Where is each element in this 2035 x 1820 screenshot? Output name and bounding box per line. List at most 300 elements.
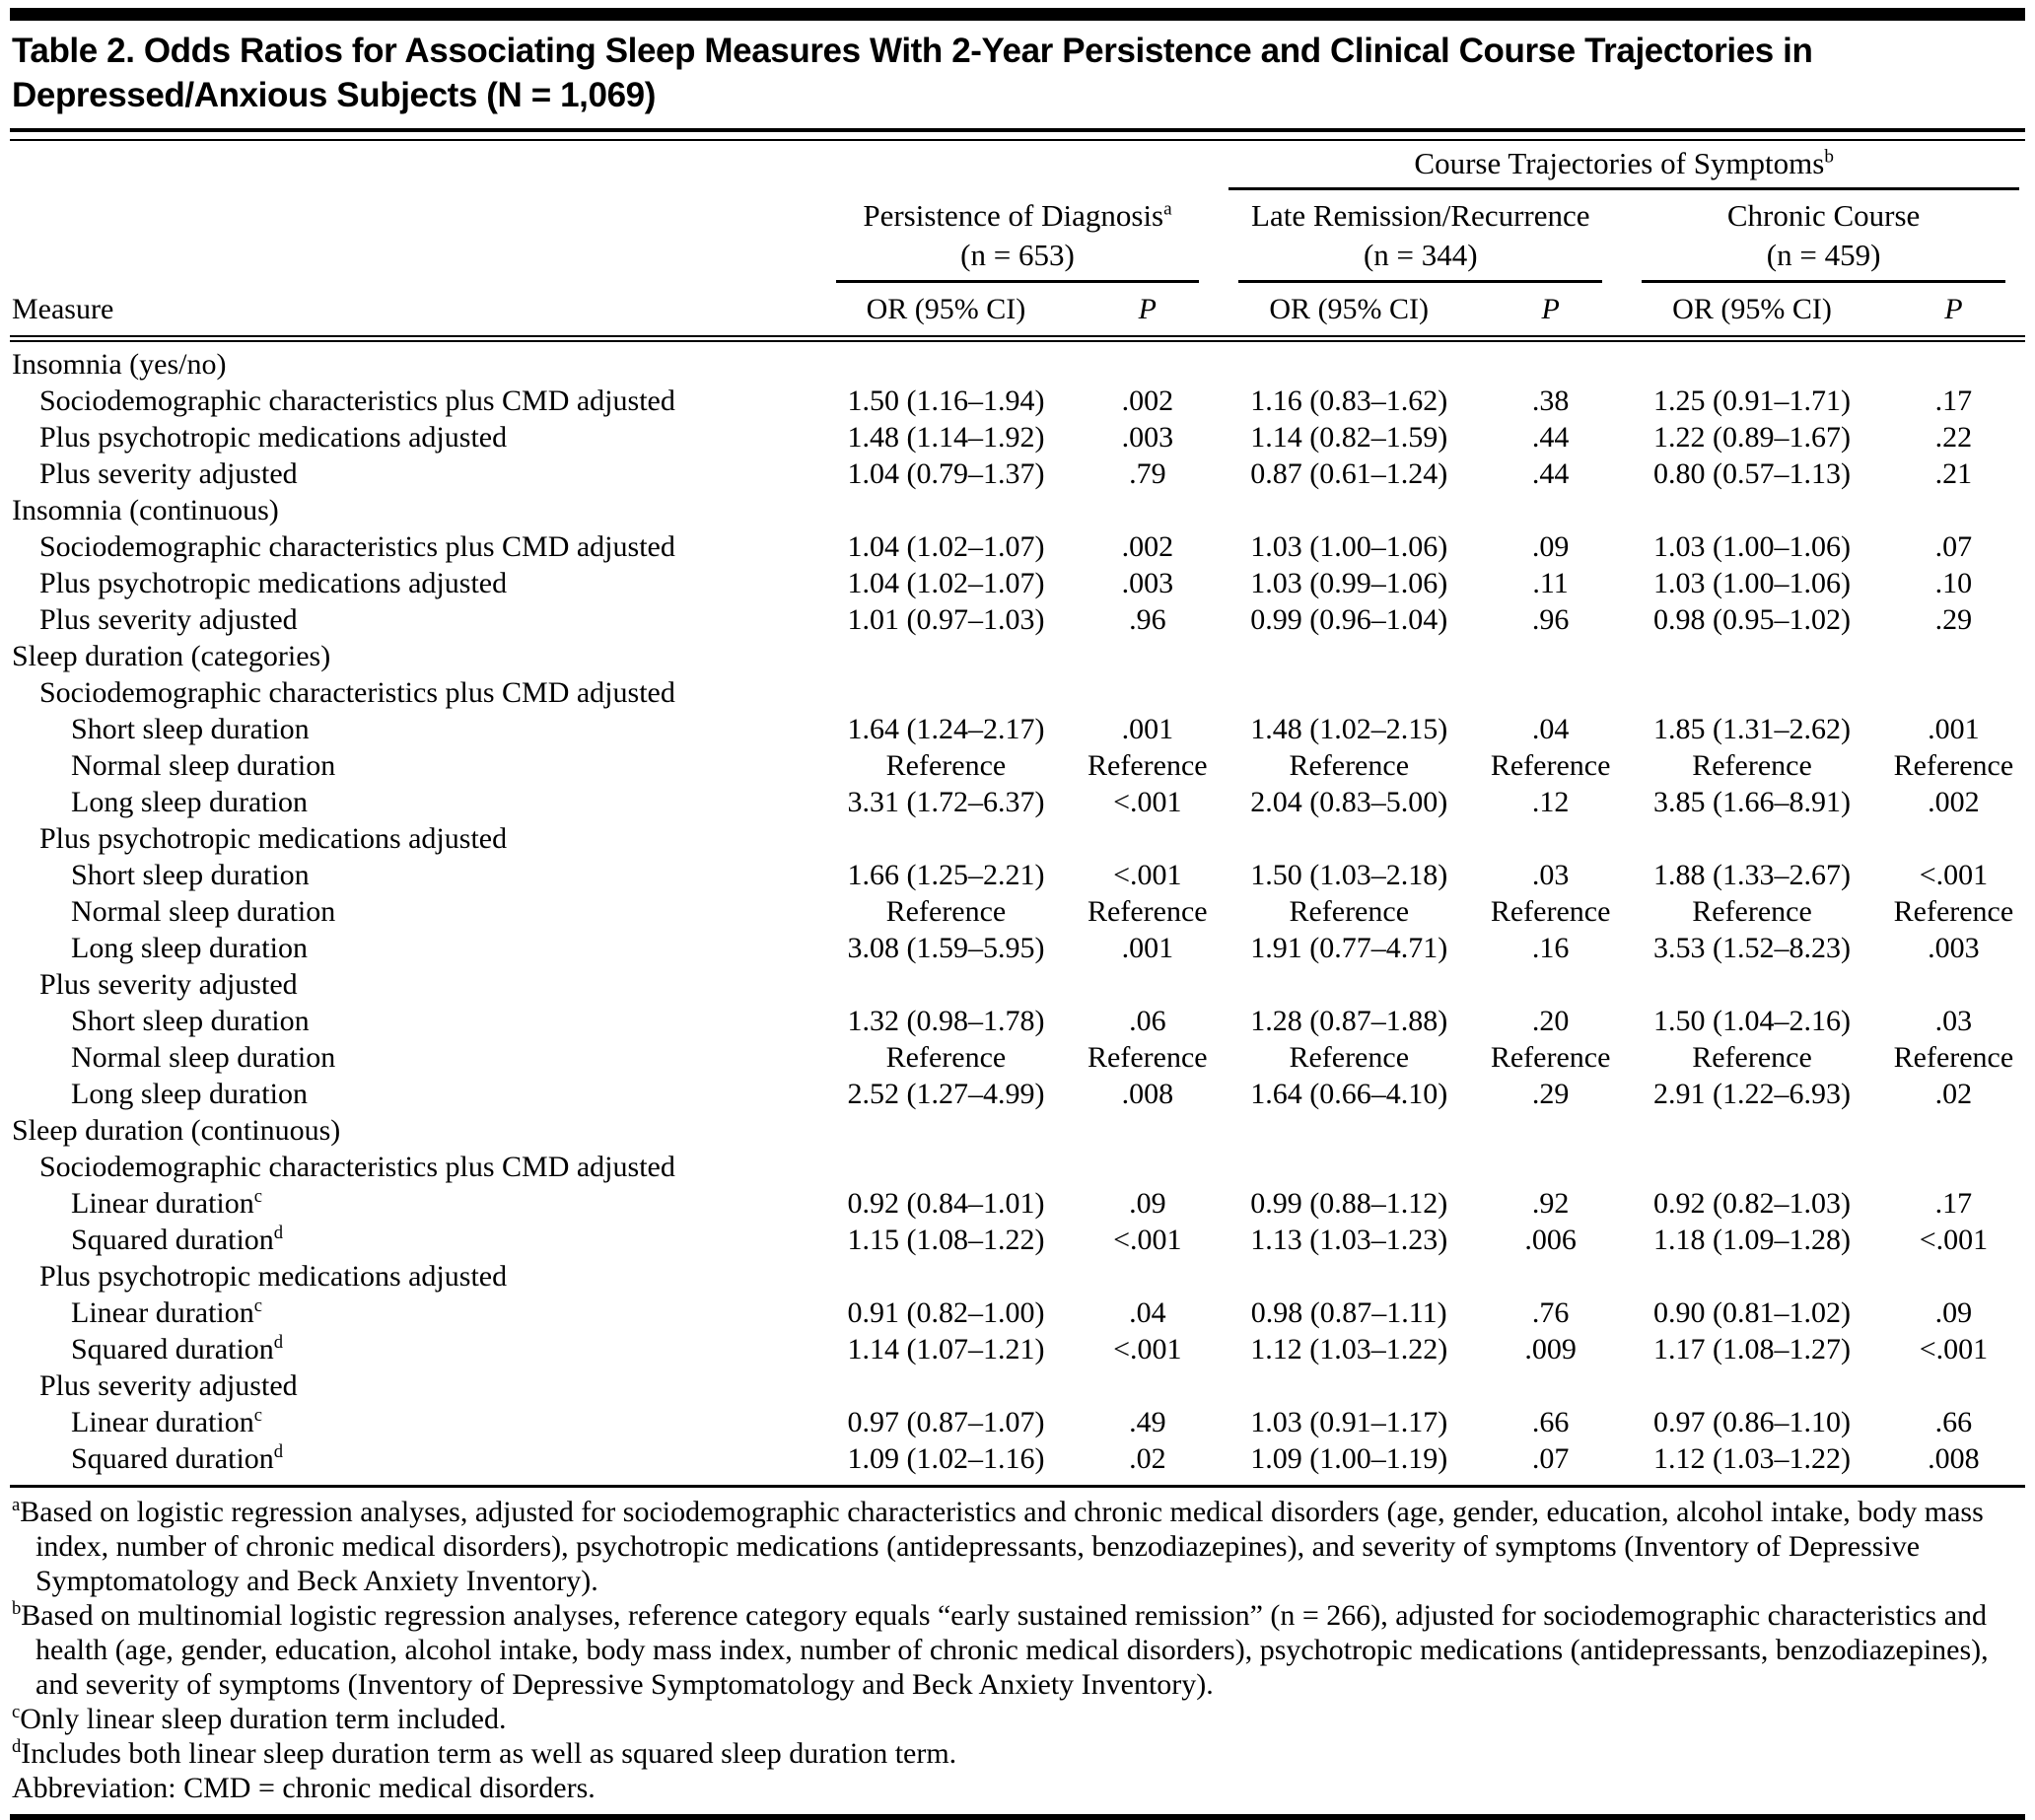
row-label: Normal sleep duration: [71, 894, 336, 928]
table-row: [10, 747, 2025, 784]
group-header-chronic-course: [1622, 190, 2025, 284]
group-header-persistence: [816, 190, 1220, 284]
p-value-cell: [1882, 966, 2025, 1003]
measure-column-header: Measure: [10, 283, 816, 339]
footnote: Abbreviation: CMD = chronic medical disorders.: [12, 1771, 596, 1804]
table-row: [10, 1331, 2025, 1367]
p-value-cell: [1076, 638, 1219, 674]
p-value-cell: <.001: [1919, 1332, 1989, 1365]
p-value-cell: .22: [1934, 420, 1973, 454]
or-ci-cell: Reference: [1289, 894, 1410, 928]
p-value-cell: [1076, 339, 1219, 384]
or-ci-cell: [1219, 674, 1479, 711]
row-label: Plus severity adjusted: [39, 967, 298, 1001]
p-value-cell: .21: [1934, 456, 1973, 490]
p-value-cell: .38: [1531, 384, 1570, 417]
row-label: Plus severity adjusted: [39, 1368, 298, 1402]
or-ci-cell: [816, 339, 1077, 384]
p-value-cell: [1479, 1258, 1622, 1295]
row-label: Long sleep duration: [71, 785, 308, 818]
or-ci-cell: [1219, 1112, 1479, 1149]
or-ci-cell: 1.12 (1.03–1.22): [1622, 1440, 1882, 1487]
row-label: Sociodemographic characteristics plus CMD adjusted: [39, 675, 675, 709]
or-ci-cell: 1.22 (0.89–1.67): [1653, 420, 1851, 454]
table-row: [10, 1440, 2025, 1487]
footnote: $^a$Based on logistic regression analyses, adjusted for sociodemographic characteristics and chronic medical disorders (age, gender, education, alcohol intake, body mass index, number of chronic medical disorders), psychotropic medications (antidepressants, benzodiazepines), and severity of symptoms (Inventory of Depressive Symptomatology and Beck Anxiety Inventory).: [12, 1495, 1984, 1598]
p-value-cell: Reference: [1893, 894, 2014, 928]
group-late-remission-n: (n = 344): [1363, 238, 1478, 273]
or-ci-cell: [1622, 492, 1882, 528]
table-row: [10, 1295, 2025, 1331]
or-ci-cell: 0.92 (0.84–1.01): [847, 1186, 1045, 1220]
header-spacer: [10, 145, 1219, 190]
or-ci-cell: [1219, 339, 1479, 384]
row-label: Squared duration$^d$: [71, 1222, 284, 1256]
p-value-cell: .003: [1121, 420, 1174, 454]
row-label: Normal sleep duration: [71, 1040, 336, 1074]
or-ci-cell: 1.50 (1.04–2.16): [1653, 1004, 1851, 1037]
p-value-cell: .001: [1121, 931, 1174, 964]
or-ci-cell: 1.17 (1.08–1.27): [1653, 1332, 1851, 1365]
p-value-cell: Reference: [1490, 894, 1611, 928]
p-value-cell: [1479, 820, 1622, 857]
p-value-cell: .29: [1531, 1077, 1570, 1110]
section-header-row: [10, 1149, 2025, 1185]
or-ci-column-header: OR (95% CI): [816, 283, 1077, 339]
row-label-sup: c: [253, 1185, 263, 1207]
footnote-marker: b: [12, 1598, 22, 1620]
p-value-cell: .07: [1479, 1440, 1622, 1487]
p-value-cell: .17: [1934, 1186, 1973, 1220]
p-value-cell: [1882, 638, 2025, 674]
or-ci-cell: 1.12 (1.03–1.22): [1250, 1332, 1448, 1365]
p-value-cell: .49: [1129, 1405, 1166, 1438]
row-label: Plus psychotropic medications adjusted: [39, 1259, 508, 1293]
table-row: [10, 857, 2025, 893]
group-header-late-remission: [1219, 190, 1622, 284]
or-ci-cell: 0.80 (0.57–1.13): [1653, 456, 1851, 490]
or-ci-cell: [1622, 638, 1882, 674]
row-label: Normal sleep duration: [71, 748, 336, 782]
p-column-header: P: [1882, 283, 2025, 339]
p-value-cell: .76: [1531, 1295, 1570, 1329]
p-value-cell: .12: [1531, 785, 1570, 818]
or-ci-cell: Reference: [1692, 894, 1812, 928]
row-label: Sleep duration (continuous): [12, 1113, 341, 1147]
or-ci-cell: 1.48 (1.14–1.92): [847, 420, 1045, 454]
row-label-sup: d: [273, 1222, 284, 1243]
or-ci-cell: 1.09 (1.02–1.16): [816, 1440, 1077, 1487]
row-label: Plus psychotropic medications adjusted: [39, 420, 508, 454]
row-label: Long sleep duration: [71, 1077, 308, 1110]
or-ci-cell: 0.97 (0.87–1.07): [847, 1405, 1045, 1438]
or-ci-cell: 1.28 (0.87–1.88): [1250, 1004, 1448, 1037]
footnote: $^c$Only linear sleep duration term included.: [12, 1702, 507, 1735]
or-ci-cell: [816, 1149, 1077, 1185]
or-ci-cell: Reference: [1289, 748, 1410, 782]
section-header-row: [10, 1258, 2025, 1295]
or-ci-cell: [1219, 1367, 1479, 1404]
p-value-cell: Reference: [1088, 894, 1208, 928]
or-ci-cell: [1622, 339, 1882, 384]
or-ci-cell: [816, 492, 1077, 528]
p-value-cell: [1076, 1112, 1219, 1149]
p-value-cell: .66: [1934, 1405, 1973, 1438]
p-value-cell: [1076, 1149, 1219, 1185]
or-ci-cell: 0.98 (0.87–1.11): [1250, 1295, 1447, 1329]
or-ci-cell: [1219, 1149, 1479, 1185]
p-value-cell: [1076, 820, 1219, 857]
course-trajectories-sup: b: [1824, 146, 1834, 168]
p-value-cell: .003: [1928, 931, 1980, 964]
p-value-cell: [1882, 1112, 2025, 1149]
or-ci-cell: 1.15 (1.08–1.22): [847, 1223, 1045, 1256]
table-row: [10, 383, 2025, 419]
row-label: Short sleep duration: [71, 1004, 310, 1037]
row-label-sup: d: [273, 1331, 284, 1353]
or-ci-cell: 2.52 (1.27–4.99): [847, 1077, 1045, 1110]
or-ci-cell: 0.97 (0.86–1.10): [1653, 1405, 1851, 1438]
p-value-cell: .17: [1934, 384, 1973, 417]
row-label-sup: c: [253, 1295, 263, 1316]
table-title-line1: Table 2. Odds Ratios for Associating Sleep Measures With 2-Year Persistence and Clinical Course Trajectories in: [12, 32, 1813, 70]
row-label-sup: d: [273, 1440, 284, 1462]
or-ci-cell: 1.03 (1.00–1.06): [1653, 566, 1851, 599]
row-label: Sociodemographic characteristics plus CMD adjusted: [39, 384, 675, 417]
or-ci-cell: 0.99 (0.88–1.12): [1250, 1186, 1448, 1220]
p-value-cell: <.001: [1113, 1332, 1182, 1365]
header-row-columns: [10, 283, 2025, 339]
or-ci-cell: [1622, 1258, 1882, 1295]
or-ci-cell: [1622, 1112, 1882, 1149]
or-ci-column-header: OR (95% CI): [1622, 283, 1882, 339]
or-ci-cell: [1219, 638, 1479, 674]
p-value-cell: .003: [1121, 566, 1174, 599]
row-label: Sociodemographic characteristics plus CMD adjusted: [39, 529, 675, 563]
p-value-cell: .006: [1524, 1223, 1577, 1256]
table-row: [10, 1003, 2025, 1039]
p-value-cell: [1882, 492, 2025, 528]
or-ci-cell: 1.01 (0.97–1.03): [847, 602, 1045, 636]
course-trajectories-label-box: [1228, 145, 2019, 190]
p-value-cell: [1882, 820, 2025, 857]
p-value-cell: .20: [1531, 1004, 1570, 1037]
p-value-cell: .07: [1934, 529, 1973, 563]
p-value-cell: .96: [1129, 602, 1166, 636]
or-ci-cell: [1219, 820, 1479, 857]
footnote: $^d$Includes both linear sleep duration term as well as squared sleep duration term.: [12, 1735, 957, 1770]
row-label: Short sleep duration: [71, 858, 310, 891]
row-label: Insomnia (yes/no): [12, 347, 227, 381]
p-value-cell: [1479, 966, 1622, 1003]
p-value-cell: .66: [1531, 1405, 1570, 1438]
or-ci-cell: 3.85 (1.66–8.91): [1653, 785, 1851, 818]
or-ci-cell: [1622, 966, 1882, 1003]
p-value-cell: [1882, 1149, 2025, 1185]
or-ci-cell: Reference: [1289, 1040, 1410, 1074]
or-ci-cell: 1.09 (1.00–1.19): [1219, 1440, 1479, 1487]
section-header-row: [10, 674, 2025, 711]
p-value-cell: [1479, 1367, 1622, 1404]
or-ci-cell: [816, 820, 1077, 857]
p-value-cell: .09: [1934, 1295, 1973, 1329]
p-value-cell: <.001: [1113, 785, 1182, 818]
or-ci-cell: 0.87 (0.61–1.24): [1250, 456, 1448, 490]
p-value-cell: [1479, 492, 1622, 528]
p-value-cell: .04: [1531, 712, 1570, 745]
p-value-cell: .04: [1129, 1295, 1166, 1329]
table-row: [10, 1222, 2025, 1258]
or-ci-cell: [1622, 1149, 1882, 1185]
p-value-cell: [1076, 1258, 1219, 1295]
header-spacer: [10, 190, 816, 284]
p-value-cell: <.001: [1919, 1223, 1989, 1256]
table-row: [10, 601, 2025, 638]
row-label: Plus psychotropic medications adjusted: [39, 821, 508, 855]
course-trajectories-header: [1219, 145, 2025, 190]
p-value-cell: .002: [1928, 785, 1980, 818]
or-ci-cell: Reference: [885, 894, 1007, 928]
p-value-cell: .11: [1532, 566, 1569, 599]
or-ci-cell: 2.04 (0.83–5.00): [1250, 785, 1448, 818]
or-ci-cell: 0.90 (0.81–1.02): [1653, 1295, 1851, 1329]
or-ci-cell: 1.91 (0.77–4.71): [1250, 931, 1448, 964]
p-value-cell: .002: [1121, 384, 1174, 417]
row-label: Linear duration$^c$: [71, 1185, 263, 1220]
p-value-cell: .10: [1934, 566, 1973, 599]
or-ci-cell: 2.91 (1.22–6.93): [1653, 1077, 1851, 1110]
or-ci-cell: 3.31 (1.72–6.37): [847, 785, 1045, 818]
row-label: Linear duration$^c$: [71, 1404, 263, 1438]
or-ci-cell: 1.66 (1.25–2.21): [847, 858, 1045, 891]
or-ci-cell: 1.04 (0.79–1.37): [847, 456, 1045, 490]
or-ci-cell: 1.50 (1.16–1.94): [847, 384, 1045, 417]
table-row: [10, 419, 2025, 455]
row-label: Sociodemographic characteristics plus CMD adjusted: [39, 1150, 675, 1183]
footnote-marker: d: [12, 1735, 22, 1757]
row-label: Squared duration$^d$: [71, 1331, 284, 1365]
p-column-header: P: [1479, 283, 1622, 339]
p-value-cell: [1882, 674, 2025, 711]
or-ci-cell: 1.32 (0.98–1.78): [847, 1004, 1045, 1037]
or-ci-cell: 1.16 (0.83–1.62): [1250, 384, 1448, 417]
or-ci-cell: 1.85 (1.31–2.62): [1653, 712, 1851, 745]
row-label-sup: c: [253, 1404, 263, 1426]
footnote-marker: a: [12, 1495, 21, 1516]
or-ci-cell: [1622, 674, 1882, 711]
p-value-cell: [1882, 339, 2025, 384]
p-value-cell: .02: [1934, 1077, 1973, 1110]
row-label: Squared duration$^d$: [10, 1440, 816, 1487]
p-value-cell: [1479, 339, 1622, 384]
p-value-cell: [1076, 966, 1219, 1003]
p-value-cell: [1882, 1258, 2025, 1295]
table-title-line2: Depressed/Anxious Subjects (N = 1,069): [12, 75, 656, 114]
table-row: [10, 893, 2025, 930]
footnote: $^b$Based on multinomial logistic regression analyses, reference category equals “early sustained remission” (n = 266), adjusted for sociodemographic characteristics and health (age, gender, education, alcohol intake, body mass index, number of chronic medical disorders), psychotropic medications (antidepressants, benzodiazepines), and severity of symptoms (Inventory of Depressive Symptomatology and Beck Anxiety Inventory).: [12, 1598, 1989, 1702]
group-chronic-course-label: Chronic Course: [1726, 197, 1921, 233]
p-value-cell: .008: [1882, 1440, 2025, 1487]
table-row: [10, 565, 2025, 601]
p-value-cell: Reference: [1490, 1040, 1611, 1074]
or-ci-cell: [1219, 966, 1479, 1003]
table-row: [10, 784, 2025, 820]
p-value-cell: .96: [1531, 602, 1570, 636]
or-ci-cell: 0.91 (0.82–1.00): [847, 1295, 1045, 1329]
or-ci-cell: [1622, 820, 1882, 857]
or-ci-cell: [816, 966, 1077, 1003]
title-rule: [10, 128, 2025, 141]
row-label: Plus severity adjusted: [39, 602, 298, 636]
p-value-cell: <.001: [1919, 858, 1989, 891]
or-ci-cell: 3.53 (1.52–8.23): [1653, 931, 1851, 964]
or-ci-cell: 1.03 (1.00–1.06): [1653, 529, 1851, 563]
p-value-cell: <.001: [1113, 858, 1182, 891]
or-ci-cell: 1.04 (1.02–1.07): [847, 529, 1045, 563]
table-row: [10, 1039, 2025, 1076]
or-ci-cell: 0.98 (0.95–1.02): [1653, 602, 1851, 636]
table-row: [10, 1076, 2025, 1112]
section-header-row: [10, 638, 2025, 674]
course-trajectories-label: Course Trajectories of Symptoms: [1414, 145, 1825, 180]
p-value-cell: .09: [1129, 1186, 1166, 1220]
or-ci-cell: 1.03 (0.91–1.17): [1250, 1405, 1448, 1438]
or-ci-cell: 1.88 (1.33–2.67): [1653, 858, 1851, 891]
p-value-cell: <.001: [1113, 1223, 1182, 1256]
table-header: [10, 145, 2025, 339]
bottom-rule: [10, 1814, 2025, 1820]
or-ci-cell: 1.18 (1.09–1.28): [1653, 1223, 1851, 1256]
footnote-marker: c: [12, 1702, 21, 1722]
or-ci-cell: Reference: [885, 1040, 1007, 1074]
or-ci-cell: 1.03 (0.99–1.06): [1250, 566, 1448, 599]
group-persistence-box: [836, 196, 1200, 284]
p-value-cell: [1076, 492, 1219, 528]
top-rule: [10, 8, 2025, 21]
or-ci-cell: Reference: [885, 748, 1007, 782]
or-ci-cell: [816, 1258, 1077, 1295]
or-ci-cell: [1622, 1367, 1882, 1404]
table-row: [10, 455, 2025, 492]
section-header-row: [10, 820, 2025, 857]
or-ci-cell: [816, 638, 1077, 674]
p-value-cell: .03: [1531, 858, 1570, 891]
p-value-cell: Reference: [1088, 1040, 1208, 1074]
group-persistence-label: Persistence of Diagnosis: [863, 197, 1164, 233]
p-value-cell: .29: [1934, 602, 1973, 636]
p-value-cell: .001: [1121, 712, 1174, 745]
row-label: Plus psychotropic medications adjusted: [39, 566, 508, 599]
table-row: [10, 1185, 2025, 1222]
row-label: Short sleep duration: [71, 712, 310, 745]
p-value-cell: [1479, 674, 1622, 711]
or-ci-cell: 1.13 (1.03–1.23): [1250, 1223, 1448, 1256]
p-value-cell: .002: [1121, 529, 1174, 563]
or-ci-column-header: OR (95% CI): [1219, 283, 1479, 339]
p-value-cell: [1479, 1149, 1622, 1185]
group-late-remission-label: Late Remission/Recurrence: [1251, 197, 1590, 233]
table-row: [10, 528, 2025, 565]
group-persistence-n: (n = 653): [960, 238, 1075, 273]
header-row-groups: [10, 190, 2025, 284]
section-header-row: [10, 492, 2025, 528]
p-value-cell: [1076, 1367, 1219, 1404]
section-header-row: [10, 966, 2025, 1003]
results-table: [10, 145, 2025, 1489]
p-value-cell: [1882, 1367, 2025, 1404]
section-header-row: [10, 1112, 2025, 1149]
p-value-cell: .09: [1531, 529, 1570, 563]
table-body: [10, 339, 2025, 1487]
or-ci-cell: [1219, 1258, 1479, 1295]
or-ci-cell: 0.99 (0.96–1.04): [1250, 602, 1448, 636]
or-ci-cell: Reference: [1692, 748, 1812, 782]
or-ci-cell: 1.25 (0.91–1.71): [1653, 384, 1851, 417]
p-value-cell: Reference: [1490, 748, 1611, 782]
section-header-row: [10, 339, 2025, 384]
table-row: [10, 711, 2025, 747]
table-row: [10, 1404, 2025, 1440]
or-ci-cell: 0.92 (0.82–1.03): [1653, 1186, 1851, 1220]
row-label: Linear duration$^c$: [71, 1295, 263, 1329]
p-value-cell: .001: [1928, 712, 1980, 745]
p-value-cell: .03: [1934, 1004, 1973, 1037]
p-value-cell: .16: [1531, 931, 1570, 964]
footnotes: [10, 1488, 2025, 1811]
or-ci-cell: 3.08 (1.59–5.95): [847, 931, 1045, 964]
or-ci-cell: 1.14 (0.82–1.59): [1250, 420, 1448, 454]
or-ci-cell: [816, 1367, 1077, 1404]
p-value-cell: [1479, 1112, 1622, 1149]
p-value-cell: .79: [1129, 456, 1166, 490]
section-header-row: [10, 1367, 2025, 1404]
row-label: Sleep duration (categories): [12, 639, 331, 672]
p-value-cell: .44: [1531, 456, 1570, 490]
p-value-cell: Reference: [1893, 748, 2014, 782]
row-label: Insomnia (continuous): [12, 493, 279, 526]
or-ci-cell: [816, 1112, 1077, 1149]
p-value-cell: Reference: [1893, 1040, 2014, 1074]
row-label: Plus severity adjusted: [39, 456, 298, 490]
header-row-course: [10, 145, 2025, 190]
p-value-cell: .008: [1121, 1077, 1174, 1110]
or-ci-cell: [1219, 492, 1479, 528]
p-value-cell: .009: [1524, 1332, 1577, 1365]
p-value-cell: Reference: [1088, 748, 1208, 782]
group-persistence-sup: a: [1163, 198, 1172, 220]
p-value-cell: .44: [1531, 420, 1570, 454]
p-value-cell: [1479, 638, 1622, 674]
table-title: [10, 21, 2025, 128]
or-ci-cell: Reference: [1692, 1040, 1812, 1074]
or-ci-cell: 1.04 (1.02–1.07): [847, 566, 1045, 599]
or-ci-cell: 1.64 (0.66–4.10): [1250, 1077, 1448, 1110]
or-ci-cell: [816, 674, 1077, 711]
row-label: Long sleep duration: [71, 931, 308, 964]
or-ci-cell: 1.03 (1.00–1.06): [1250, 529, 1448, 563]
or-ci-cell: 1.50 (1.03–2.18): [1250, 858, 1448, 891]
p-value-cell: .02: [1076, 1440, 1219, 1487]
group-late-remission-box: [1238, 196, 1602, 284]
p-value-cell: .06: [1129, 1004, 1166, 1037]
group-chronic-course-n: (n = 459): [1766, 238, 1881, 273]
or-ci-cell: 1.48 (1.02–2.15): [1250, 712, 1448, 745]
p-value-cell: .92: [1531, 1186, 1570, 1220]
table-row: [10, 930, 2025, 966]
or-ci-cell: 1.14 (1.07–1.21): [847, 1332, 1045, 1365]
or-ci-cell: 1.64 (1.24–2.17): [847, 712, 1045, 745]
p-value-cell: [1076, 674, 1219, 711]
